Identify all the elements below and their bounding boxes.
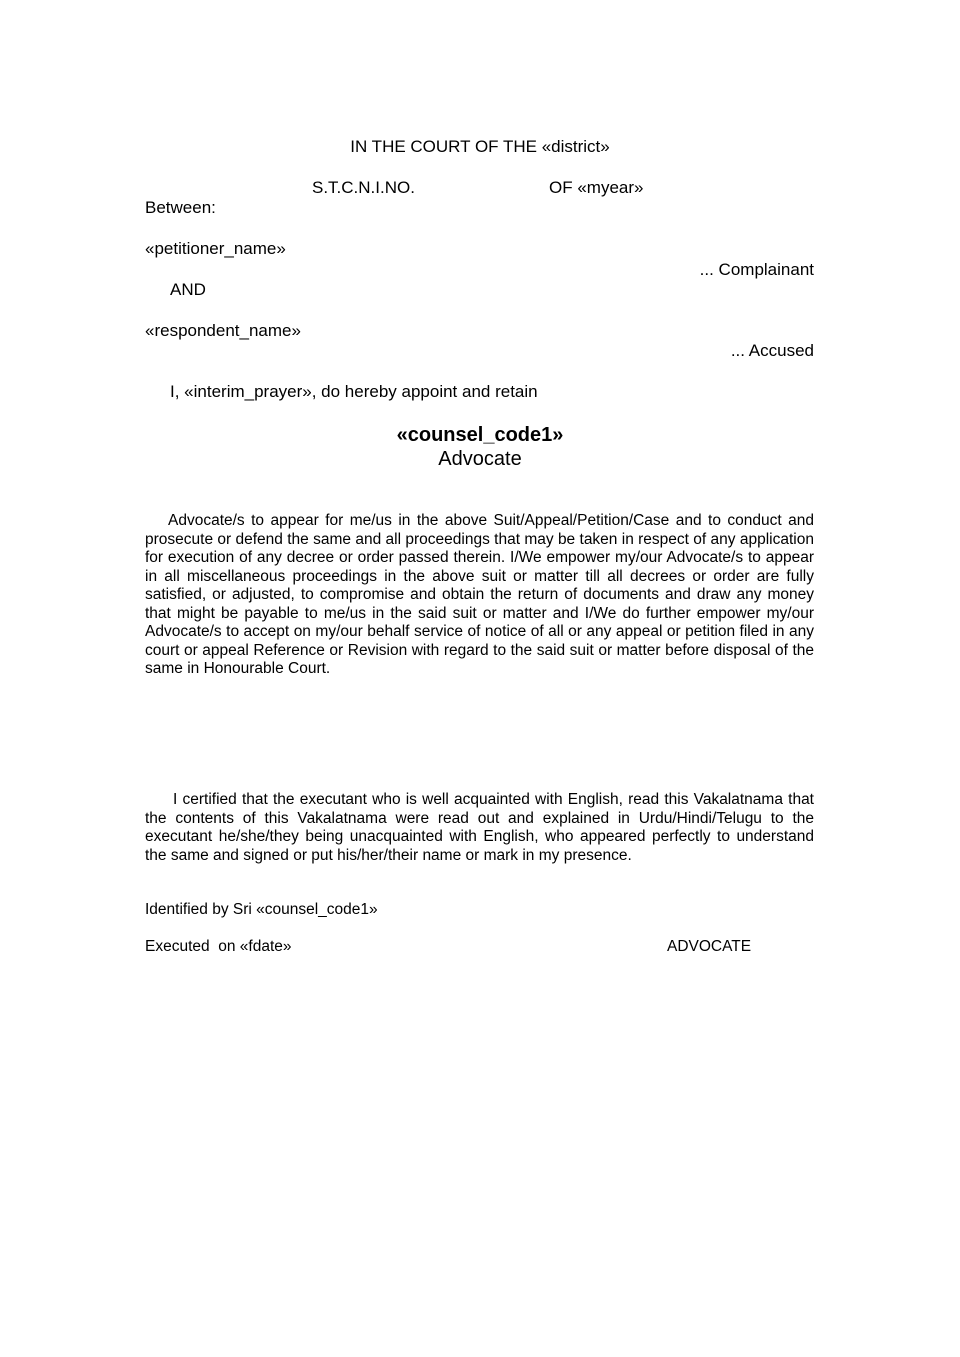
advocate-signature-label: ADVOCATE	[667, 938, 752, 955]
counsel-role: Advocate	[438, 448, 522, 470]
case-year-label: OF «myear»	[549, 178, 644, 197]
court-title: IN THE COURT OF THE «district»	[350, 137, 610, 156]
between-label: Between:	[145, 198, 216, 217]
case-number-label: S.T.C.N.I.NO.	[312, 178, 415, 197]
appointment-statement: I, «interim_prayer», do hereby appoint and retain	[170, 382, 538, 401]
authority-paragraph: Advocate/s to appear for me/us in the above Suit/Appeal/Petition/Case and to conduct and prosecute or defend the same and all proceedings that may be taken in respect of any application for execution of any decree or order passed therein. I/We empower my/our Advocate/s to appear in all miscellaneous proceedings in the above suit or matter till all decrees or order are fully satisfied, or adjusted, to compromise and obtain the return of documents and draw any money that might be payable to me/us in the said suit or matter and I/We do further empower my/our Advocate/s to accept on my/our behalf service of notice of all or any appeal or petition filed in any court or appeal Reference or Revision with regard to the said suit or matter before disposal of the same in Honourable Court.	[145, 512, 814, 677]
certification-paragraph: I certified that the executant who is well acquainted with English, read this Vakalatnama that the contents of this Vakalatnama were read out and explained in Urdu/Hindi/Telugu to the executant he/she/they being unacquainted with English, who appeared perfectly to understand the same and signed or put his/her/their name or mark in my presence.	[145, 791, 814, 864]
respondent-role: ... Accused	[730, 341, 814, 360]
petitioner-name: «petitioner_name»	[145, 239, 286, 258]
identified-by: Identified by Sri «counsel_code1»	[145, 901, 378, 918]
counsel-name: «counsel_code1»	[396, 424, 564, 446]
respondent-name: «respondent_name»	[145, 321, 301, 340]
and-label: AND	[170, 280, 206, 299]
executed-on: Executed on «fdate»	[145, 938, 292, 955]
petitioner-role: ... Complainant	[699, 260, 814, 279]
